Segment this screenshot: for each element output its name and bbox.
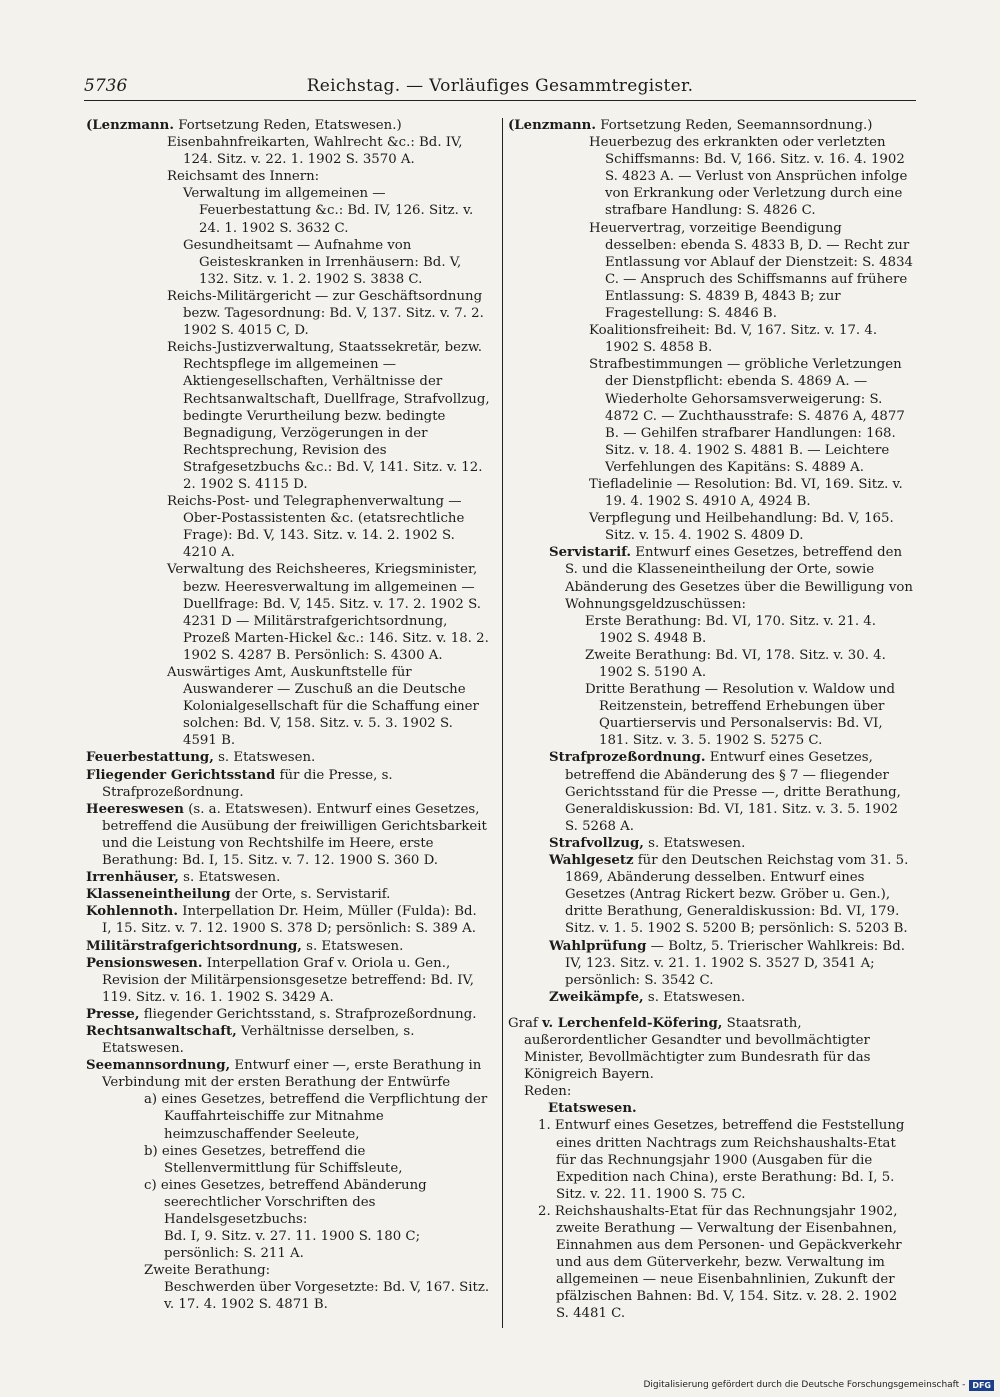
left-column-entry: Irrenhäuser, s. Etatswesen. (86, 870, 281, 886)
right-column-entry: Tiefladelinie — Resolution: Bd. VI, 169. Sitz. v. 19. 4. 1902 S. 4910 A, 4924 B. (589, 476, 903, 510)
right-column-entry: Zweite Berathung: Bd. VI, 178. Sitz. v. 30. 4. 1902 S. 5190 A. (585, 647, 886, 680)
right-column-entry: Strafprozeßordnung. Entwurf eines Gesetzes, betreffend die Abänderung des § 7 — fliegender Gerichtsstand für die Presse —, dritte Berathung, Generaldiskussion: Bd. VI, 181. Sitz. v. 3. 5. 1902 S. 5268 A. (549, 750, 901, 834)
left-column-entry: Rechtsanwaltschaft, Verhältnisse derselben, s. Etatswesen. (86, 1023, 415, 1057)
dfg-logo: DFG (969, 1380, 994, 1391)
right-column-entry: Heuervertrag, vorzeitige Beendigung desselben: ebenda S. 4833 B, D. — Recht zur Entlassung vor Ablauf der Dienstzeit: S. 4834 C. — Anspruch des Schiffsmanns auf frühere Entlassung: S. 4839 B, 4843 B; zur Fragestellung: S. 4846 B. (589, 220, 913, 322)
left-column-entry: Reichs-Justizverwaltung, Staatssekretär, bezw. Rechtspflege im allgemeinen — Aktiengesellschaften, Verhältnisse der Rechtsanwaltschaft, Duellfrage, Strafvollzug, bedingte Verurtheilung bezw. bedingte Begnadigung, Verzögerungen in der Rechtsprechung, Revision des Strafgesetzbuchs &c.: Bd. V, 141. Sitz. v. 12. 2. 1902 S. 4115 D. (167, 340, 490, 492)
left-column-entry: b) eines Gesetzes, betreffend die Stellenvermittlung für Schiffsleute, (144, 1143, 403, 1176)
right-column-entry: Dritte Berathung — Resolution v. Waldow und Reitzenstein, betreffend Erhebungen über Quartierservis und Personalservis: Bd. VI, 181. Sitz. v. 3. 5. 1902 S. 5275 C. (585, 682, 896, 749)
right-column-entry: Wahlprüfung — Boltz, 5. Trierischer Wahlkreis: Bd. IV, 123. Sitz. v. 21. 1. 1902 S. 3527 D, 3541 A; persönlich: S. 3542 C. (549, 938, 906, 988)
footer (643, 1377, 994, 1393)
right-column-entry: 1. Entwurf eines Gesetzes, betreffend die Feststellung eines dritten Nachtrags zum Reichshaushalts-Etat für das Rechnungsjahr 1900 (Ausgaben für die Expedition nach China), erste Berathung: Bd. I, 5. Sitz. v. 22. 11. 1900 S. 75 C. (538, 1118, 905, 1202)
left-column-entry: Seemannsordnung, Entwurf einer —, erste Berathung in Verbindung mit der ersten Berathung der Entwürfe (86, 1058, 482, 1091)
footer-text: Digitalisierung gefördert durch die Deutsche Forschungsgemeinschaft - (643, 1380, 966, 1390)
page-header (84, 76, 916, 98)
left-column-entry: Verwaltung im allgemeinen — Feuerbestattung &c.: Bd. IV, 126. Sitz. v. 24. 1. 1902 S. 3632 C. (183, 186, 474, 236)
left-column-entry: Pensionswesen. Interpellation Graf v. Oriola u. Gen., Revision der Militärpensionsgesetze betreffend: Bd. IV, 119. Sitz. v. 16. 1. 1902 S. 3429 A. (86, 955, 474, 1005)
right-column-entry: Strafvollzug, s. Etatswesen. (549, 835, 746, 851)
left-column-entry: Feuerbestattung, s. Etatswesen. (86, 750, 316, 766)
left-column-entry: Gesundheitsamt — Aufnahme von Geisteskranken in Irrenhäusern: Bd. V, 132. Sitz. v. 1. 2. 1902 S. 3838 C. (183, 237, 462, 287)
left-column-entry: Kohlennoth. Interpellation Dr. Heim, Müller (Fulda): Bd. I, 15. Sitz. v. 7. 12. 1900 S. 378 D; persönlich: S. 389 A. (86, 904, 477, 937)
right-column-entry: Reden: (524, 1084, 572, 1100)
left-column-entry: Reichsamt des Innern: (167, 169, 320, 185)
right-column-entry: (Lenzmann. Fortsetzung Reden, Seemannsordnung.) (508, 118, 873, 133)
right-column-entry: Strafbestimmungen — gröbliche Verletzungen der Dienstpflicht: ebenda S. 4869 A. — Wiederholte Gehorsamsverweigerung: S. 4872 C. — Zuchthausstrafe: S. 4876 A, 4877 B. — Gehilfen strafbarer Handlungen: 168. Sitz. v. 18. 4. 1902 S. 4881 B. — Leichtere Verfehlungen des Kapitäns: S. 4889 A. (589, 357, 905, 475)
right-column-entry: Koalitionsfreiheit: Bd. V, 167. Sitz. v. 17. 4. 1902 S. 4858 B. (589, 323, 878, 356)
right-column-entry: Erste Berathung: Bd. VI, 170. Sitz. v. 21. 4. 1902 S. 4948 B. (585, 613, 876, 646)
header-rule (84, 100, 916, 101)
left-column-entry: Eisenbahnfreikarten, Wahlrecht &c.: Bd. IV, 124. Sitz. v. 22. 1. 1902 S. 3570 A. (167, 135, 463, 168)
left-column-entry: Auswärtiges Amt, Auskunftstelle für Auswanderer — Zuschuß an die Deutsche Kolonialgesellschaft für die Schaffung einer solchen: Bd. V, 158. Sitz. v. 5. 3. 1902 S. 4591 B. (167, 665, 479, 749)
right-column-entry: Servistarif. Entwurf eines Gesetzes, betreffend den S. und die Klasseneintheilung der Orte, sowie Abänderung des Gesetzes über die Bewilligung von Wohnungsgeldzuschüssen: (549, 545, 913, 612)
left-column-entry: Heereswesen (s. a. Etatswesen). Entwurf eines Gesetzes, betreffend die Ausübung der freiwilligen Gerichtsbarkeit und die Leistung von Rechtshilfe im Heere, erste Berathung: Bd. I, 15. Sitz. v. 7. 12. 1900 S. 360 D. (86, 801, 487, 869)
column-divider (502, 118, 503, 1328)
left-column-entry: Fliegender Gerichtsstand für die Presse, s. Strafprozeßordnung. (86, 767, 393, 800)
left-column-entry: Reichs-Militärgericht — zur Geschäftsordnung bezw. Tagesordnung: Bd. V, 137. Sitz. v. 7. 2. 1902 S. 4015 C, D. (167, 288, 484, 339)
left-column-entry: (Lenzmann. Fortsetzung Reden, Etatswesen.) (86, 118, 402, 133)
left-column-entry: c) eines Gesetzes, betreffend Abänderung seerechtlicher Vorschriften des Handelsgesetzbuchs: (144, 1177, 427, 1227)
page-number: 5736 (84, 76, 128, 96)
right-column-entry: Verpflegung und Heilbehandlung: Bd. V, 165. Sitz. v. 15. 4. 1902 S. 4809 D. (589, 511, 894, 544)
right-column-entry: Zweikämpfe, s. Etatswesen. (549, 989, 746, 1005)
left-column-entry: Presse, fliegender Gerichtsstand, s. Strafprozeßordnung. (86, 1006, 477, 1022)
left-column-entry: Klasseneintheilung der Orte, s. Servistarif. (86, 887, 391, 903)
page-title: Reichstag. — Vorläufiges Gesammtregister. (306, 76, 694, 96)
right-column-entry: Graf v. Lerchenfeld-Köfering, Staatsrath, außerordentlicher Gesandter und bevollmächtigter Minister, Bevollmächtigter zum Bundesrath für das Königreich Bayern. (508, 1015, 871, 1083)
right-column-entry: 2. Reichshaushalts-Etat für das Rechnungsjahr 1902, zweite Berathung — Verwaltung der Eisenbahnen, Einnahmen aus dem Personen- und Gepäckverkehr und aus dem Güterverkehr, bezw. Verwaltung im allgemeinen — neue Eisenbahnlinien, Zukunft der pfälzischen Bahnen: Bd. V, 154. Sitz. v. 28. 2. 1902 S. 4481 C. (538, 1203, 902, 1322)
left-column-entry: Militärstrafgerichtsordnung, s. Etatswesen. (86, 938, 404, 954)
left-column-entry: Reichs-Post- und Telegraphenverwaltung — Ober-Postassistenten &c. (etatsrechtliche Frage): Bd. V, 143. Sitz. v. 14. 2. 1902 S. 4210 A. (167, 494, 465, 561)
right-column-entry: Etatswesen. (548, 1101, 637, 1117)
left-column-entry: Zweite Berathung: (144, 1263, 271, 1279)
left-column-entry: Beschwerden über Vorgesetzte: Bd. V, 167. Sitz. v. 17. 4. 1902 S. 4871 B. (164, 1280, 490, 1313)
left-column-entry: Bd. I, 9. Sitz. v. 27. 11. 1900 S. 180 C; persönlich: S. 211 A. (164, 1229, 421, 1262)
left-column-entry: a) eines Gesetzes, betreffend die Verpflichtung der Kauffahrteischiffe zur Mitnahme heimzuschaffender Seeleute, (144, 1092, 488, 1142)
right-column-entry: Wahlgesetz für den Deutschen Reichstag vom 31. 5. 1869, Abänderung desselben. Entwurf eines Gesetzes (Antrag Rickert bezw. Gröber u. Gen.), dritte Berathung, Generaldiskussion: Bd. VI, 179. Sitz. v. 1. 5. 1902 S. 5200 B; persönlich: S. 5203 B. (549, 853, 909, 937)
left-column (86, 117, 490, 1314)
right-column (508, 117, 914, 1323)
left-column-entry: Verwaltung des Reichsheeres, Kriegsminister, bezw. Heeresverwaltung im allgemeinen — Duellfrage: Bd. V, 145. Sitz. v. 17. 2. 1902 S. 4231 D — Militärstrafgerichtsordnung, Prozeß Marten-Hickel &c.: 146. Sitz. v. 18. 2. 1902 S. 4287 B. Persönlich: S. 4300 A. (167, 562, 489, 663)
right-column-entry: Heuerbezug des erkrankten oder verletzten Schiffsmanns: Bd. V, 166. Sitz. v. 16. 4. 1902 S. 4823 A. — Verlust von Ansprüchen infolge von Erkrankung oder Verletzung durch eine strafbare Handlung: S. 4826 C. (589, 135, 908, 219)
